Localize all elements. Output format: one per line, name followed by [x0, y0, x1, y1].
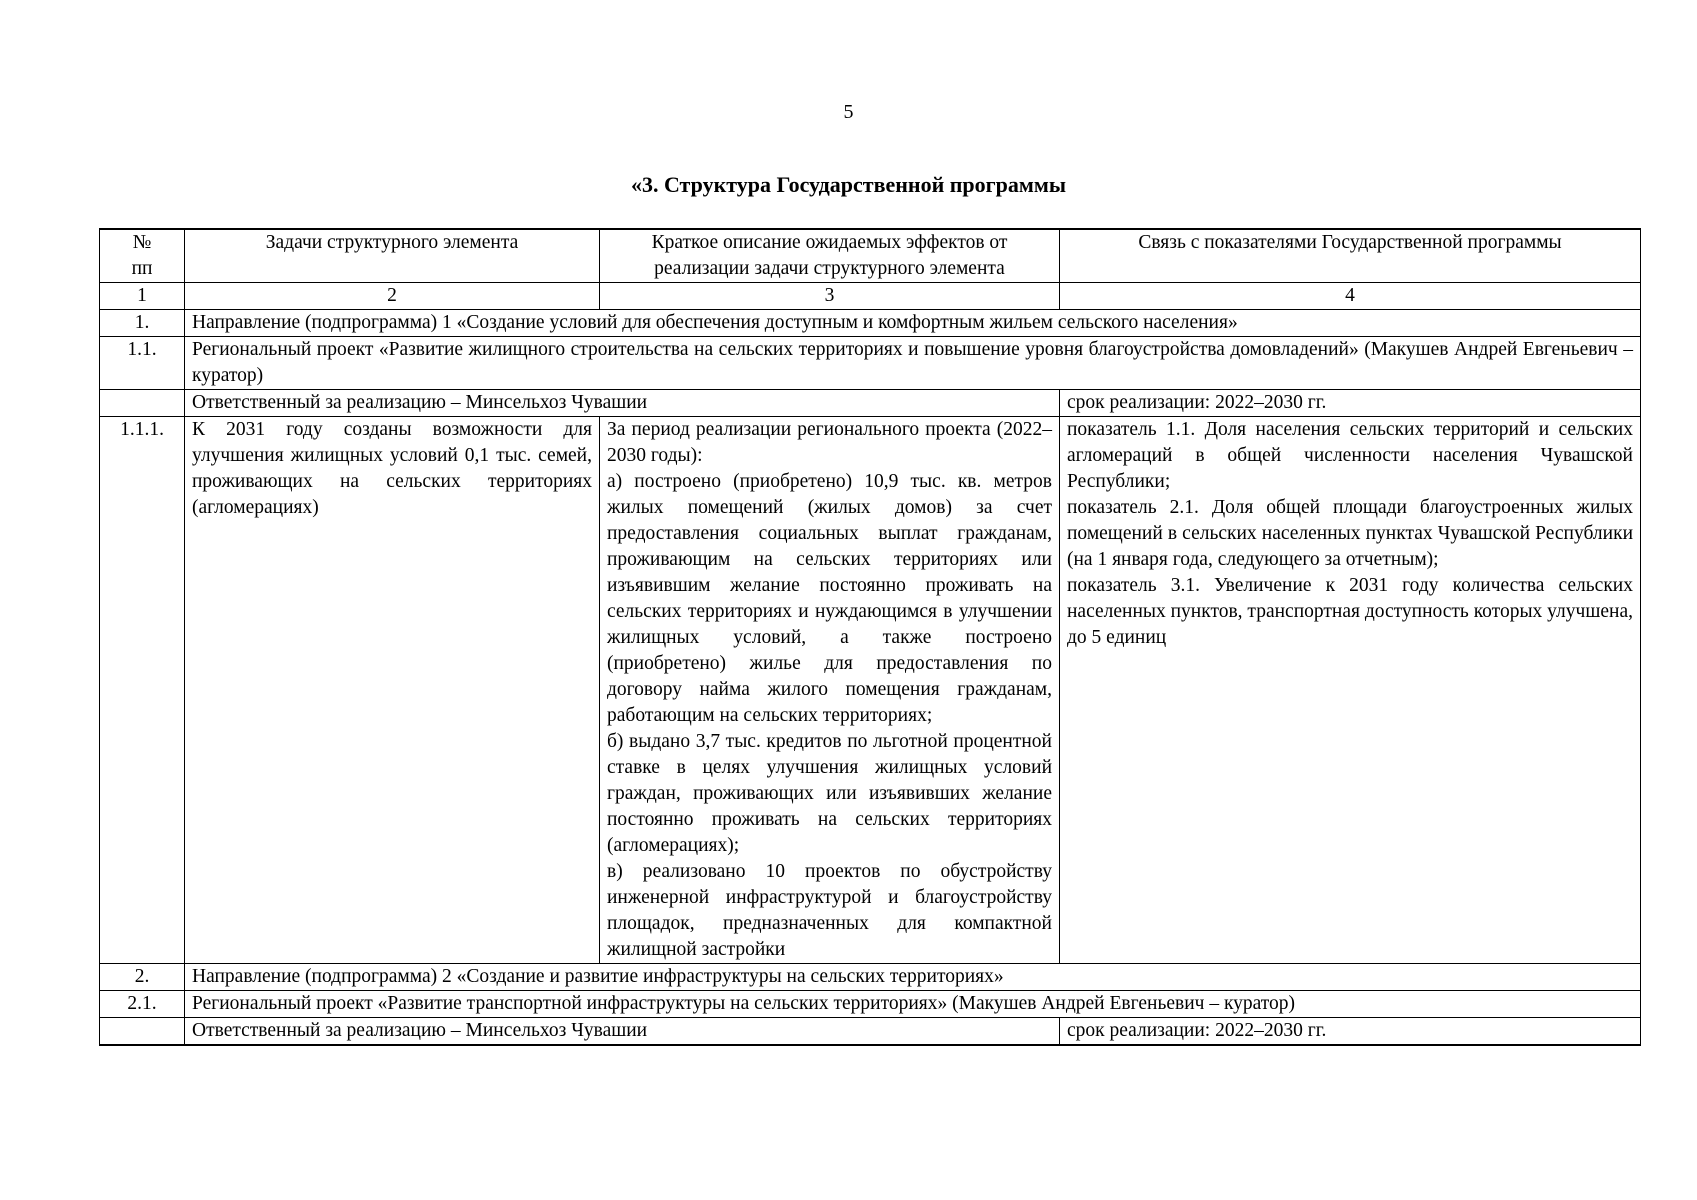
row-number: 2.1. [100, 991, 185, 1018]
table-row-task-1-1-1 [100, 417, 1641, 964]
column-number-2: 2 [185, 283, 600, 310]
project-text: Региональный проект «Развитие транспортной инфраструктуры на сельских территориях» (Макушев Андрей Евгеньевич – куратор) [185, 991, 1641, 1018]
row-number: 1. [100, 310, 185, 337]
effect-item-c: в) реализовано 10 проектов по обустройству инженерной инфраструктурой и благоустройству площадок, предназначенных для компактной жилищной застройки [607, 861, 1052, 960]
indicator-2-1: показатель 2.1. Доля общей площади благоустроенных жилых помещений в сельских населенных пунктах Чувашской Республики (на 1 января года, следующего за отчетным); [1067, 497, 1633, 570]
header-num: № пп [100, 229, 185, 283]
table-row-project-2-1 [100, 991, 1641, 1018]
effect-item-b: б) выдано 3,7 тыс. кредитов по льготной процентной ставке в целях улучшения жилищных условий граждан, проживающих или изъявивших желание постоянно проживать на сельских территориях (агломерациях); [607, 731, 1052, 856]
page-number: 5 [843, 101, 854, 123]
table-row-responsible-1 [100, 390, 1641, 417]
structure-table [99, 228, 1641, 1046]
term-text: срок реализации: 2022–2030 гг. [1060, 1018, 1641, 1046]
row-number-empty [100, 1018, 185, 1046]
table-header-row [100, 229, 1641, 283]
indicator-3-1: показатель 3.1. Увеличение к 2031 году количества сельских населенных пунктов, транспортная доступность которых улучшена, до 5 единиц [1067, 575, 1633, 648]
responsible-text: Ответственный за реализацию – Минсельхоз Чувашии [185, 1018, 1060, 1046]
term-text: срок реализации: 2022–2030 гг. [1060, 390, 1641, 417]
direction-text: Направление (подпрограмма) 2 «Создание и развитие инфраструктуры на сельских территориях» [185, 964, 1641, 991]
table-row-responsible-2 [100, 1018, 1641, 1046]
header-indicators: Связь с показателями Государственной программы [1060, 229, 1641, 283]
effects-intro: За период реализации регионального проекта (2022–2030 годы): [607, 419, 1052, 466]
direction-text: Направление (подпрограмма) 1 «Создание условий для обеспечения доступным и комфортным жильем сельского населения» [185, 310, 1641, 337]
effects-cell [600, 417, 1060, 964]
indicators-cell [1060, 417, 1641, 964]
table-row-direction-2 [100, 964, 1641, 991]
indicator-1-1: показатель 1.1. Доля населения сельских территорий и сельских агломераций в общей численности населения Чувашской Республики; [1067, 419, 1633, 492]
header-effects: Краткое описание ожидаемых эффектов от реализации задачи структурного элемента [600, 229, 1060, 283]
section-title: «3. Структура Государственной программы [630, 172, 1067, 197]
column-number-3: 3 [600, 283, 1060, 310]
responsible-text: Ответственный за реализацию – Минсельхоз Чувашии [185, 390, 1060, 417]
column-number-1: 1 [100, 283, 185, 310]
row-number-empty [100, 390, 185, 417]
project-text: Региональный проект «Развитие жилищного строительства на сельских территориях и повышение уровня благоустройства домовладений» (Макушев Андрей Евгеньевич – куратор) [185, 337, 1641, 390]
header-tasks: Задачи структурного элемента [185, 229, 600, 283]
effect-item-a: а) построено (приобретено) 10,9 тыс. кв. метров жилых помещений (жилых домов) за счет предоставления социальных выплат гражданам, проживающим на сельских территориях или изъявившим желание постоянно проживать на сельских территориях и нуждающимся в улучшении жилищных условий, а также построено (приобретено) жилье для предоставления по договору найма жилого помещения гражданам, работающим на сельских территориях; [607, 471, 1052, 726]
row-number: 1.1.1. [100, 417, 185, 964]
task-text: К 2031 году созданы возможности для улучшения жилищных условий 0,1 тыс. семей, проживающих на сельских территориях (агломерациях) [185, 417, 600, 964]
row-number: 2. [100, 964, 185, 991]
table-row-direction-1 [100, 310, 1641, 337]
column-number-row [100, 283, 1641, 310]
table-row-project-1-1 [100, 337, 1641, 390]
row-number: 1.1. [100, 337, 185, 390]
column-number-4: 4 [1060, 283, 1641, 310]
